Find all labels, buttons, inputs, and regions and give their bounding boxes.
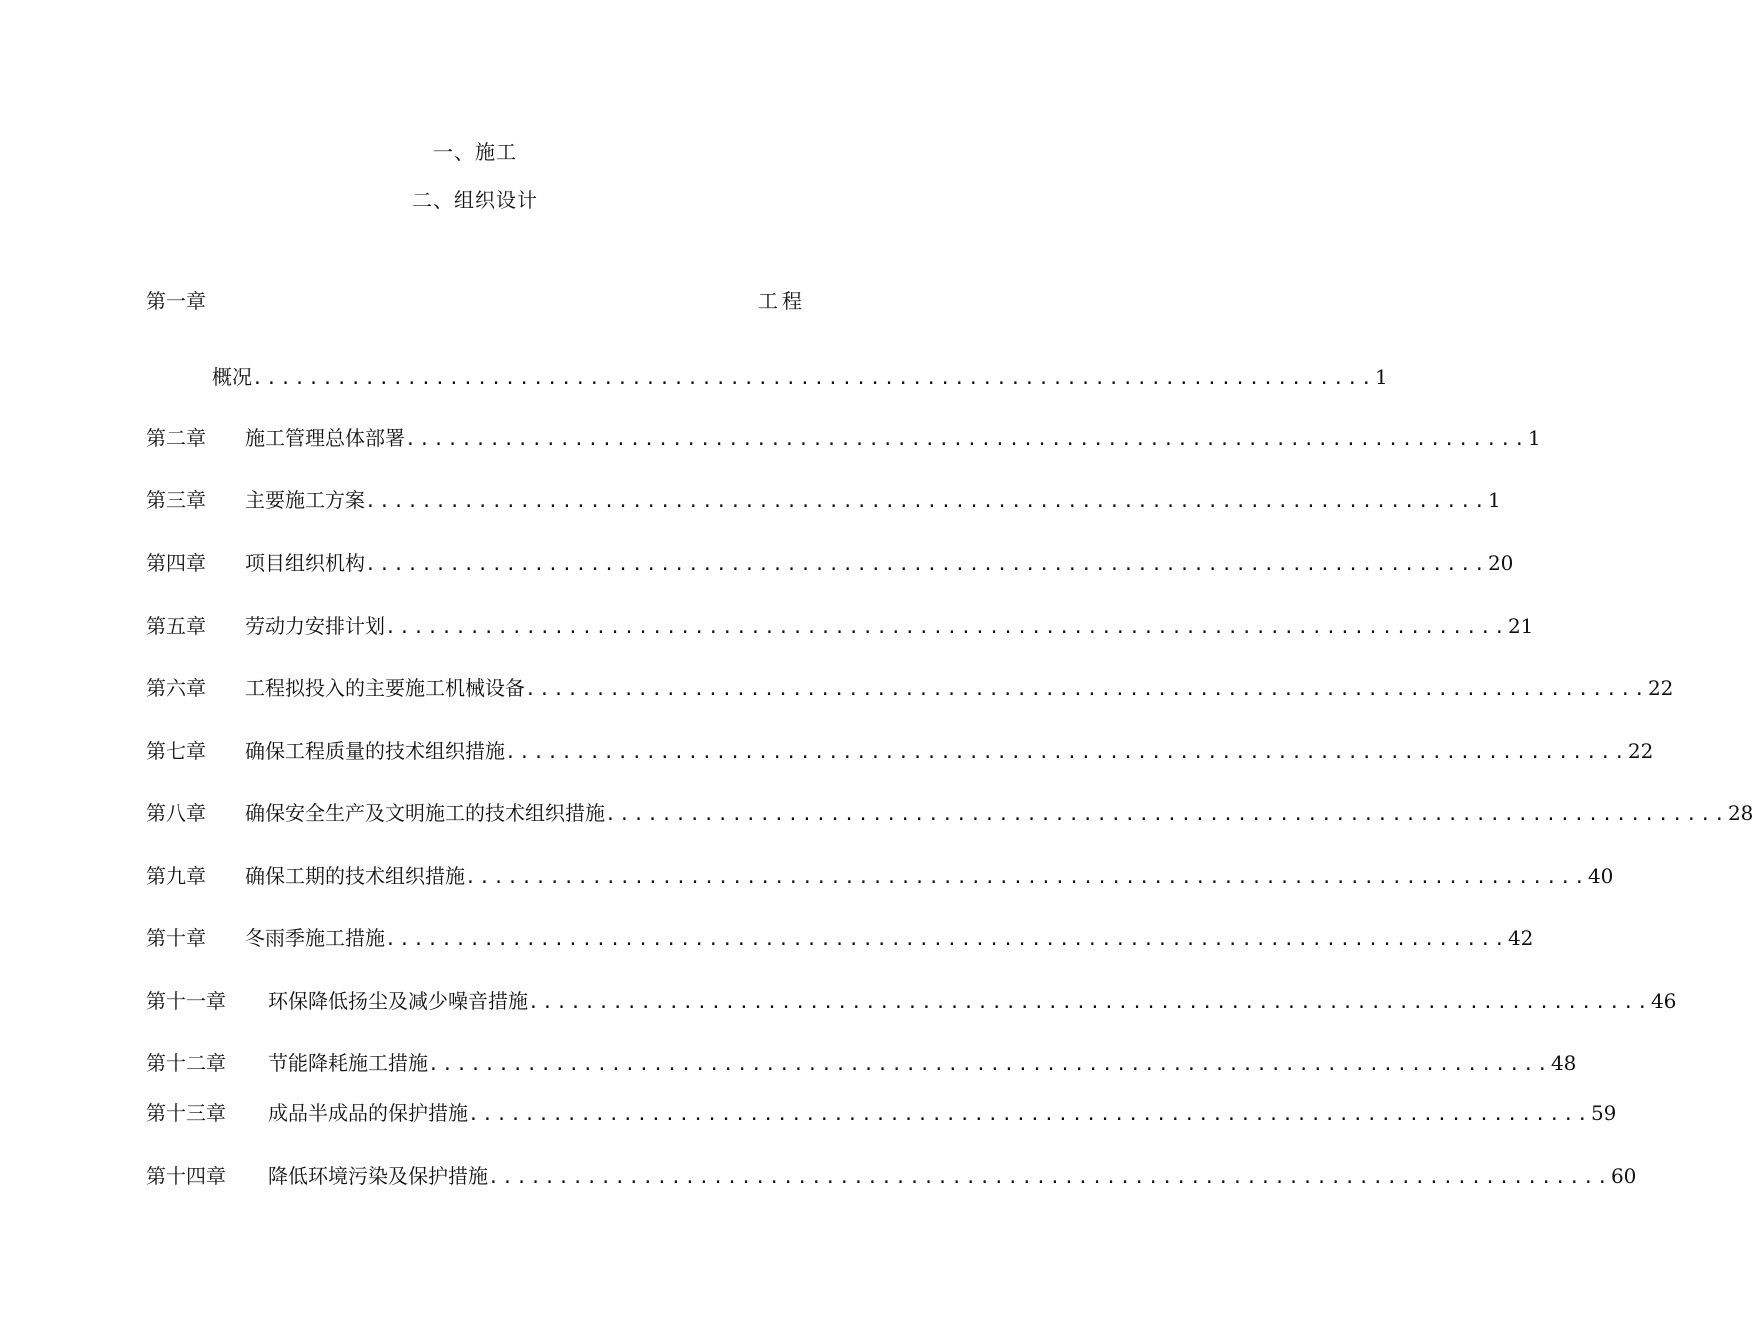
toc-page-number: 1 xyxy=(1374,365,1388,389)
toc-dot-leader: ................................................................................ xyxy=(385,929,1508,950)
toc-entry-10[interactable] xyxy=(146,924,1534,952)
toc-chapter-number: 第七章 xyxy=(146,739,206,763)
toc-dot-leader: ................................................................................ xyxy=(525,679,1648,700)
toc-entry-4[interactable] xyxy=(146,549,1514,577)
toc-chapter-title: 主要施工方案 xyxy=(245,488,365,512)
toc-entry-1-line-1[interactable] xyxy=(146,287,806,315)
toc-dot-leader: ................................................................................ xyxy=(365,491,1488,512)
heading-line-1: 一、施工 xyxy=(433,140,517,164)
toc-entry-3[interactable] xyxy=(146,486,1501,514)
toc-entry-9[interactable] xyxy=(146,862,1614,890)
toc-page-number: 1 xyxy=(1527,426,1541,450)
toc-chapter-title-part: 概况 xyxy=(212,365,252,389)
toc-page-number: 1 xyxy=(1487,488,1501,512)
toc-dot-leader: ................................................................................ xyxy=(468,1104,1591,1125)
toc-dot-leader: ................................................................................ xyxy=(465,867,1588,888)
toc-dot-leader: ................................................................................ xyxy=(528,992,1651,1013)
toc-chapter-number: 第一章 xyxy=(146,289,206,313)
toc-entry-11[interactable] xyxy=(146,987,1677,1015)
toc-entry-12[interactable] xyxy=(146,1049,1577,1077)
toc-page-number: 21 xyxy=(1507,614,1534,638)
toc-chapter-number: 第二章 xyxy=(146,426,206,450)
toc-chapter-number: 第五章 xyxy=(146,614,206,638)
toc-chapter-number: 第十二章 xyxy=(146,1051,226,1075)
toc-page-number: 28 xyxy=(1727,801,1753,825)
toc-page-number: 48 xyxy=(1550,1051,1577,1075)
toc-chapter-number: 第十三章 xyxy=(146,1101,226,1125)
toc-chapter-number: 第十四章 xyxy=(146,1164,226,1188)
toc-entry-6[interactable] xyxy=(146,674,1674,702)
toc-page-number: 42 xyxy=(1507,926,1534,950)
toc-entry-13[interactable] xyxy=(146,1099,1617,1127)
toc-chapter-title: 施工管理总体部署 xyxy=(245,426,405,450)
heading-line-2: 二、组织设计 xyxy=(412,188,538,212)
toc-page-number: 59 xyxy=(1590,1101,1617,1125)
toc-page-number: 40 xyxy=(1587,864,1614,888)
toc-chapter-number: 第三章 xyxy=(146,488,206,512)
toc-chapter-number: 第十章 xyxy=(146,926,206,950)
toc-chapter-title: 劳动力安排计划 xyxy=(245,614,385,638)
toc-chapter-title: 项目组织机构 xyxy=(245,551,365,575)
toc-chapter-number: 第九章 xyxy=(146,864,206,888)
toc-chapter-title: 成品半成品的保护措施 xyxy=(268,1101,468,1125)
toc-dot-leader: ................................................................................ xyxy=(252,368,1375,389)
toc-entry-8[interactable] xyxy=(146,799,1753,827)
toc-page-number: 46 xyxy=(1650,989,1677,1013)
toc-page-number: 20 xyxy=(1487,551,1514,575)
toc-chapter-number: 第六章 xyxy=(146,676,206,700)
toc-dot-leader: ................................................................................ xyxy=(505,742,1628,763)
toc-dot-leader: ................................................................................ xyxy=(428,1054,1551,1075)
toc-page-number: 22 xyxy=(1627,739,1654,763)
toc-dot-leader: ................................................................................ xyxy=(488,1167,1611,1188)
toc-entry-2[interactable] xyxy=(146,424,1541,452)
toc-chapter-title: 确保安全生产及文明施工的技术组织措施 xyxy=(245,801,605,825)
toc-chapter-number: 第十一章 xyxy=(146,989,226,1013)
toc-dot-leader: ................................................................................ xyxy=(385,617,1508,638)
toc-dot-leader: ................................................................................ xyxy=(405,429,1528,450)
toc-chapter-number: 第八章 xyxy=(146,801,206,825)
toc-entry-1-line-2[interactable] xyxy=(212,363,1388,391)
toc-chapter-title: 确保工程质量的技术组织措施 xyxy=(245,739,505,763)
toc-dot-leader: ................................................................................ xyxy=(605,804,1728,825)
toc-page-number: 60 xyxy=(1610,1164,1637,1188)
toc-page-number: 22 xyxy=(1647,676,1674,700)
toc-entry-5[interactable] xyxy=(146,612,1534,640)
toc-chapter-title-part: 工程 xyxy=(758,289,806,313)
toc-chapter-title: 环保降低扬尘及减少噪音措施 xyxy=(268,989,528,1013)
toc-chapter-title: 确保工期的技术组织措施 xyxy=(245,864,465,888)
toc-entry-7[interactable] xyxy=(146,737,1654,765)
toc-chapter-title: 冬雨季施工措施 xyxy=(245,926,385,950)
toc-chapter-title: 节能降耗施工措施 xyxy=(268,1051,428,1075)
toc-chapter-number: 第四章 xyxy=(146,551,206,575)
toc-chapter-title: 降低环境污染及保护措施 xyxy=(268,1164,488,1188)
toc-chapter-title: 工程拟投入的主要施工机械设备 xyxy=(245,676,525,700)
toc-entry-14[interactable] xyxy=(146,1162,1637,1190)
toc-dot-leader: ................................................................................ xyxy=(365,554,1488,575)
